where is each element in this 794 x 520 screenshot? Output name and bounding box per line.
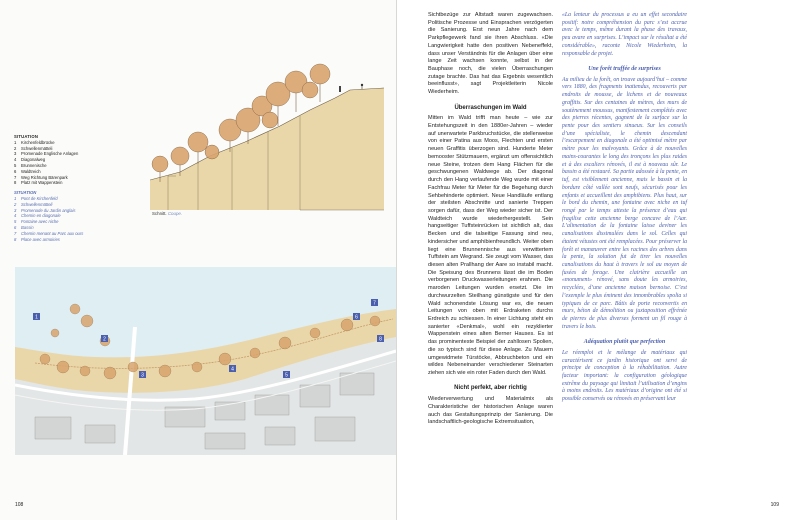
body-paragraph: «La lenteur du processus a eu un effet secondaire positif: notre compréhension du parc s’est accrue avec le temps, même durant la phase des travaux, peu avare en surprises. L’impact sur le résultat a été considérable», raconte Nicole Wiederheim, la responsable de projet. xyxy=(562,12,687,57)
legend-item: 3 Promenade Englische Anlagen xyxy=(14,151,79,157)
body-paragraph: Au milieu de la forêt, on trouve aujourd’hui – comme vers 1880, des fragments inattendus, recouverts par endroits de mousse, de lichens et de nouveaux graffitis. Sur des centaines de mètres, des murs de soutènement moussus, manifestement complétés avec des pierres récentes, gagnent de la surface sur la pente pour des sentiers sinueux. Sur les conseils d’une spécialiste, le chemin descendant l’escarpement en diagonale a été optimisé mètre par mètre pour les malvoyants. Grâce à de nouvelles mains-courantes le long des tronçons les plus raides et à des escaliers rénovés, il est à nouveau sûr. Le bassin a été restauré. Sa partie adossée à la pente, en tuf, est visiblement ancienne, mais le bassin et la bordure côté vallée sont neufs, sécurisés pour les enfants et accueillent des amphibiens. Plus haut, sur le bord du chemin, une fontaine avec niche en tuf rongé par le temps atteste la présence d’eau qui fragilise cette ancienne berge concave de l’Aar. L’alimentation de la fontaine laisse deviner les canalisations dissimulées dans le sol. Celles qui étaient vétustes ont été remplacées. Pour préserver la forêt et manœuvrer entre les racines des arbres dans la pente, la solution fut de tirer les nouvelles canalisations du haut à travers le sol au moyen de fusées de forage. Une clairière accueille un «monument» rénové, sans doute les armoiries, recyclées, d’une ancienne maison bernoise. C’est l’exemple le plus éminent des innombrables spolia si typiques de ce parc. Bâtis de porte reconvertis en murs, béton de démolition ou juxtaposition effrénée de pierres de plus diverses forment un fil rouge à travers le bois. xyxy=(562,76,687,330)
section-caption xyxy=(152,211,182,216)
legend-item: 5 Brunnenische xyxy=(14,162,47,168)
page-number-left: 108 xyxy=(15,502,24,508)
legend-item: 5 Fontaine avec niche xyxy=(14,219,59,225)
legend-title-de: SITUATION xyxy=(14,134,39,139)
body-paragraph: Sichtbezüge zur Altstadt waren zugewachsen. Politische Prozesse und Einsprachen verzögerten die Sanierung. Erst neun Jahre nach dem Parkpflegewerk fand sie ihren Abschluss. «Die Langwierigkeit hatte den positiven Nebeneffekt, dass unser Verständnis für die Anlagen über eine lange Zeit wachsen konnte, selbst in der Bauphase noch, die vielen Überraschungen zutage brachte. Das hat das Ergebnis wesentlich beeinflusst», sagt Projektleiterin Nicole Wiederheim. xyxy=(428,12,553,96)
legend-item: 1 Pont de Kirchenfeld xyxy=(14,195,58,201)
caption-fr: Coupe. xyxy=(167,211,183,216)
legend-item: 6 Bassin xyxy=(14,224,34,230)
legend-de-list xyxy=(14,140,144,186)
plan-marker-5: 5 xyxy=(285,372,288,379)
plan-marker-6: 6 xyxy=(355,314,358,321)
plan-marker-8: 8 xyxy=(379,336,382,343)
plan-marker-4: 4 xyxy=(231,366,234,373)
french-text-column xyxy=(562,12,687,412)
page-number-right: 109 xyxy=(770,502,779,508)
legend-item: 7 Chemin menant au Parc aux ours xyxy=(14,230,84,236)
legend-item: 6 Waldtreich xyxy=(14,168,41,174)
legend-item: 2 Schwellenmätteli xyxy=(14,201,53,207)
plan-marker-7: 7 xyxy=(373,300,376,307)
legend-item: 2 Schwellenmätteli xyxy=(14,145,53,151)
legend-item: 8 Platz mit Wappenstein xyxy=(14,180,63,186)
legend-item: 4 Chemin en diagonale xyxy=(14,213,61,219)
subheading: Une forêt truffée de surprises xyxy=(588,66,661,72)
legend-item: 3 Promenade du Jardin anglais xyxy=(14,207,76,213)
body-paragraph: Mitten im Wald trifft man heute – wie zur Entstehungszeit in den 1880er-Jahren – wieder auf unerwartete Parkbruchstücke, die stellenweise von einer Patina aus Moos, Flechten und ersten neuen Graffitis überzogen sind. Hunderte Meter bemooster Stützmauern, ergänzt um offensichtlich neue Steine, trotzen dem Hang Flächen für die geschwungenen Waldwege ab. Der diagonal durch den Hang verlaufende Weg wurde mit einer Fachfrau Meter für Meter für die Begehung durch Sehbehinderte optimiert. Neue Handläufe entlang der steilsten Abschnitte und sanierte Treppen sorgen dafür, dass der Weg wieder sicher ist. Der Waldteich wurde wiederhergestellt. Sein hangseitiger Tuffsteinrücken ist sichtlich alt, das Becken und die talseitige Fassung sind neu, kindersicher und amphibienfreundlich. Weiter oben liegt eine Brunnennische aus verwittertem Tuffstein am Wegrand. Sie zeugt vom Wasser, das diesen alten Prallhang der Aare so instabil macht. Die Speisung des Brunnens lässt die im Boden verborgenen Druckwasserleitungen erahnen. Die maroden Leitungen wurden ersetzt. Die im durchwurzelten Steilhang günstigste und für den Wald schonendste Lösung war es, die neuen Leitungen von oben mit Erdraketen durchs Erdreich zu schiessen. In einer Lichtung steht ein sanierter «Denkmal», wohl ein rezyklierter Wappenstein eines alten Berner Hauses. Es ist das prominenteste Beispiel der zahllosen Spolien, die so typisch sind für diese Anlage. Zu Mauern umgewidmete Türstöcke, Abbruchbeton und ein wildes Nebeneinander verschiedener Steinarten ziehen sich wie ein roter Faden durch den Wald. xyxy=(428,115,553,377)
caption-de: Schnitt. xyxy=(152,211,167,216)
plan-marker-3: 3 xyxy=(141,372,144,379)
subheading: Nicht perfekt, aber richtig xyxy=(454,385,527,392)
section-drawing xyxy=(150,60,384,215)
plan-marker-2: 2 xyxy=(103,336,106,343)
legend-title-fr: SITUATION xyxy=(14,190,37,196)
body-paragraph: Le réemploi et le mélange de matériaux qui caractérisent ce jardin historique ont servi de principe de conception à la réhabilitation. Autre facteur important: la configuration géologique extrême du paysage qui limitait l’utilisation d’engins à moins endroits. Les matériaux d’origine ont été si possible conservés ou rénovés en préservant leur xyxy=(562,349,687,403)
legend-item: 1 Kirchenfeldbrücke xyxy=(14,139,55,145)
legend-item: 7 Weg Richtung Bärenpark xyxy=(14,174,68,180)
legend-item: 8 Place avec armoiries xyxy=(14,236,60,242)
body-paragraph: Wiederverwertung und Materialmix als Charakteristiche der historischen Anlage waren auch das Gestaltungsprinzip der Sanierung. Die landschaftlich-geologische Extremsituation, xyxy=(428,396,553,426)
legend-fr-list xyxy=(14,196,144,242)
subheading: Adéquation plutôt que perfection xyxy=(583,339,666,346)
subheading: Überraschungen im Wald xyxy=(454,104,527,111)
legend-item: 4 Diagonalweg xyxy=(14,157,46,163)
plan-marker-1: 1 xyxy=(35,314,38,321)
german-text-column xyxy=(428,12,553,435)
plan-legend xyxy=(14,134,144,242)
site-plan xyxy=(15,267,396,455)
